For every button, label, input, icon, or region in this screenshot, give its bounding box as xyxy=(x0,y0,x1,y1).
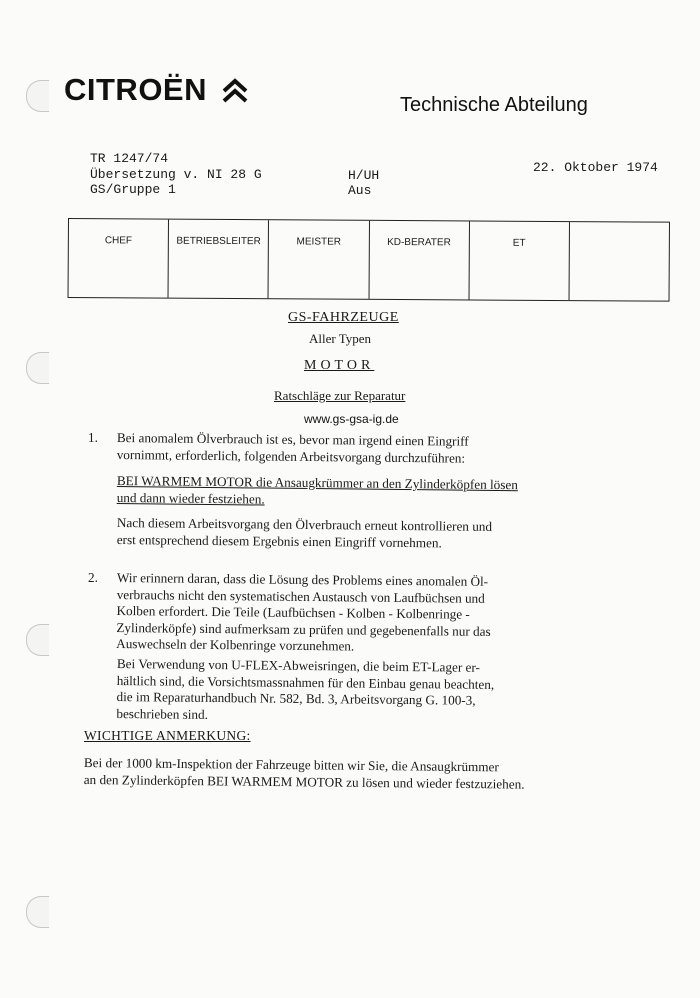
punch-hole xyxy=(26,80,49,112)
document-date: 22. Oktober 1974 xyxy=(533,160,658,175)
text-line: verbrauchs nicht den systematischen Austausch von Laufbüchsen und xyxy=(116,586,485,606)
subject-heading: Ratschläge zur Reparatur xyxy=(274,388,406,403)
text-line: an den Zylinderköpfen BEI WARMEM MOTOR zu lösen und wieder festzuziehen. xyxy=(83,771,525,792)
text-line: hältlich sind, die Vorsichtsmassnahmen für den Einbau genau beachten, xyxy=(116,672,495,692)
department-title: Technische Abteilung xyxy=(400,94,588,116)
distribution-cell-kd-berater: KD-BERATER xyxy=(369,221,470,300)
item-1-text xyxy=(117,430,637,468)
vehicle-heading: GS-FAHRZEUGE xyxy=(288,310,399,325)
note-text xyxy=(84,755,664,794)
punch-hole xyxy=(26,352,49,384)
section-heading: MOTOR xyxy=(304,358,375,373)
distribution-cell-et: ET xyxy=(469,221,570,300)
issued: Aus xyxy=(348,183,372,198)
note-heading: WICHTIGE ANMERKUNG: xyxy=(84,728,251,743)
emphasis-line: BEI WARMEM MOTOR die Ansaugkrümmer an den Zylinderköpfen lösen xyxy=(116,473,518,493)
initials: H/UH xyxy=(348,168,380,183)
text-line: Auswechseln der Kolbenringe vorzunehmen. xyxy=(116,635,355,654)
punch-hole xyxy=(26,896,49,928)
item-2-follow xyxy=(116,656,647,728)
brand-logo: CITROËN xyxy=(64,72,207,107)
text-line: vornimmt, erforderlich, folgenden Arbeitsvorgang durchzuführen: xyxy=(116,446,466,466)
tr-number: TR 1247/74 xyxy=(90,151,169,166)
item-2-text xyxy=(116,570,647,658)
text-line: Bei Verwendung von U-FLEX-Abweisringen, die beim ET-Lager er- xyxy=(116,656,481,675)
types-subheading: Aller Typen xyxy=(309,331,372,346)
double-chevron-icon xyxy=(222,78,248,104)
text-line: Wir erinnern daran, dass die Lösung des Problems eines anomalen Öl- xyxy=(116,570,489,589)
punch-hole xyxy=(26,624,49,656)
watermark-url: www.gs-gsa-ig.de xyxy=(304,412,399,426)
text-line: erst entsprechend diesem Ergebnis einen Eingriff vornehmen. xyxy=(116,531,442,550)
distribution-cell-betriebsleiter: BETRIEBSLEITER xyxy=(169,220,270,299)
distribution-cell-empty xyxy=(569,222,669,301)
text-line: Nach diesem Arbeitsvorgang den Ölverbrauch erneut kontrollieren und xyxy=(116,515,493,534)
distribution-cell-chef: CHEF xyxy=(69,219,170,298)
item-1-follow xyxy=(117,515,637,553)
distribution-cell-meister: MEISTER xyxy=(269,220,370,299)
text-line: Zylinderköpfe) sind aufmerksam zu prüfen und gegebenenfalls nur das xyxy=(116,619,491,639)
text-line: Bei anomalem Ölverbrauch ist es, bevor man irgend einen Eingriff xyxy=(116,430,469,449)
emphasis-line: und dann wieder festziehen. xyxy=(116,489,265,507)
item-1-emphasis xyxy=(117,473,647,512)
item-number: 2. xyxy=(88,570,98,585)
distribution-table xyxy=(68,218,670,302)
group-ref: GS/Gruppe 1 xyxy=(90,182,176,197)
text-line: die im Reparaturhandbuch Nr. 582, Bd. 3, Arbeitsvorgang G. 100-3, xyxy=(116,688,476,708)
text-line: beschrieben sind. xyxy=(116,705,209,722)
translation-ref: Übersetzung v. NI 28 G xyxy=(90,167,262,182)
text-line: Bei der 1000 km-Inspektion der Fahrzeuge bitten wir Sie, die Ansaugkrümmer xyxy=(83,755,499,775)
item-number: 1. xyxy=(88,430,98,445)
text-line: Kolben erfordert. Die Teile (Laufbüchsen - Kolben - Kolbenringe - xyxy=(116,602,470,622)
